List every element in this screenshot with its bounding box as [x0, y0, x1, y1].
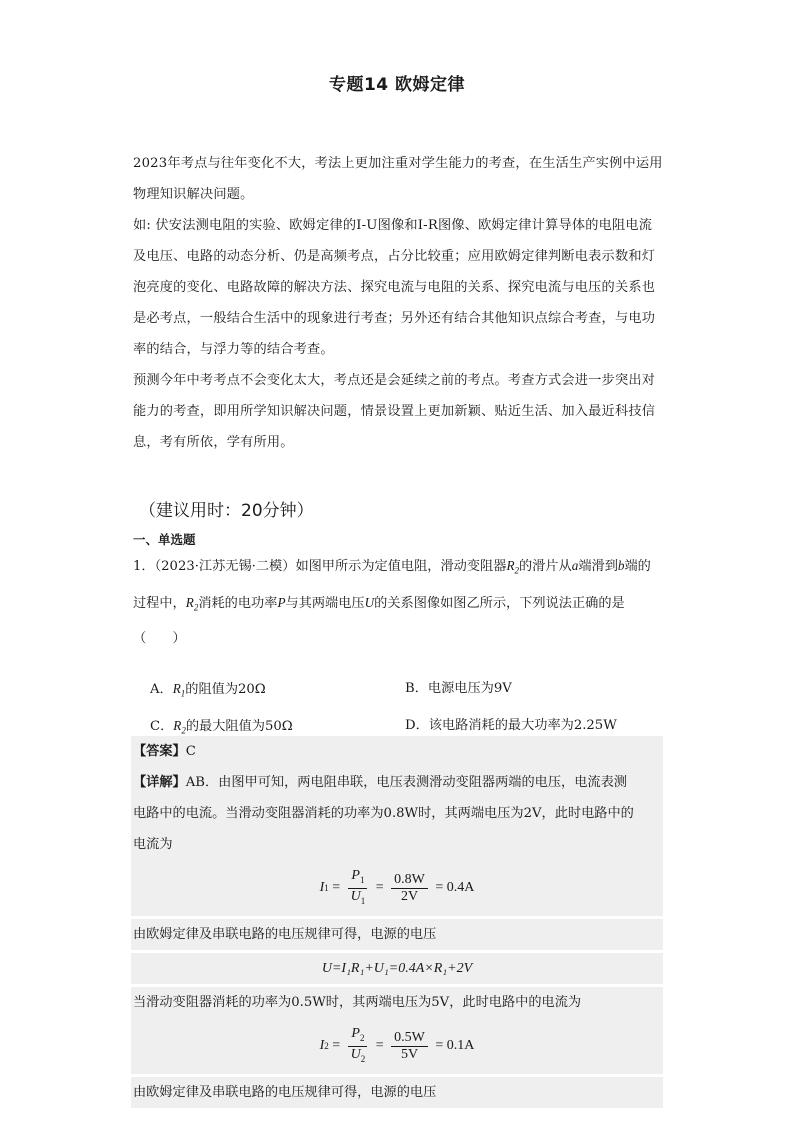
ohm-law-line-1: 由欧姆定律及串联电路的电压规律可得，电源的电压: [133, 927, 437, 942]
ohm-law-line-2: 由欧姆定律及串联电路的电压规律可得，电源的电压: [133, 1085, 437, 1100]
question-number: 1．: [133, 559, 155, 574]
question-text: 如图甲所示为定值电阻，滑动变阻器: [295, 559, 507, 574]
intro-paragraph-1: 2023年考点与往年变化不大，考法上更加注重对学生能力的考查，在生活生产实例中运用物理知识解决问题。: [133, 156, 663, 202]
option-a[interactable]: A．$R_1$的阻值为20Ω: [150, 681, 266, 699]
detail-line-3: 电流为: [133, 837, 173, 852]
option-d[interactable]: D．该电路消耗的最大功率为2.25W: [405, 717, 617, 733]
intro-paragraph-3: 预测今年中考考点不会变化太大，考点还是会延续之前的考点。考查方式会进一步突出对能力的考查，即用所学知识解决问题，情景设置上更加新颖、贴近生活、加入最近科技信息，考有所依，学有所用。: [133, 373, 656, 450]
detail-tag: 【详解】: [133, 775, 186, 790]
var-r2: $R_2$: [506, 558, 519, 576]
page-title: 专题14 欧姆定律: [328, 75, 466, 95]
answer-line: [131, 736, 663, 767]
formula-voltage-1: U=I₁R₁+U₁=0.4A×R₁+2V: [321, 961, 473, 976]
var-u: U: [364, 594, 375, 610]
var-b: b: [617, 558, 625, 573]
answer-tag: 【答案】: [133, 744, 186, 759]
formula-current-1: I 1 = $\frac{P_1}{U_1}$ = $\frac{0.8W}{2V}$ = 0.4A: [319, 867, 475, 906]
question-1: 1．（2023·江苏无锡·二模）如图甲所示为定值电阻，滑动变阻器$R_2$的滑片从a端滑到b端的过程中，$R_2$消耗的电功率P与其两端电压U的关系图像如图乙所示，下列说法正确的是（ ）: [133, 558, 651, 647]
solution-block: [131, 736, 663, 1108]
var-r2-b: $R_2$: [185, 594, 199, 613]
option-c[interactable]: C．$R_2$的最大阻值为50Ω: [150, 717, 293, 736]
var-p: P: [277, 594, 286, 610]
formula-current-2: I 2 = $\frac{P_2}{U_2}$ = $\frac{0.5W}{5V}$ = 0.1A: [319, 1025, 475, 1064]
option-b[interactable]: B．电源电压为9V: [405, 681, 512, 696]
detail-line-2: 电路中的电流。当滑动变阻器消耗的功率为0.8W时，其两端电压为2V，此时电路中的: [133, 806, 634, 821]
time-hint: （建议用时：20分钟）: [139, 501, 314, 521]
intro-paragraph-2: 如: 伏安法测电阻的实验、欧姆定律的I-U图像和I-R图像、欧姆定律计算导体的电阻电流及电压、电路的动态分析、仍是高频考点，占分比较重；应用欧姆定律判断电表示数和灯泡亮度的变化、电路故障的解决方法、探究电流与电阻的关系、探究电流与电压的关系也是必考点，一般结合生活中的现象进行考查；另外还有结合其他知识点综合考查，与电功率的结合，与浮力等的结合考查。: [133, 218, 656, 357]
power-line-2: 当滑动变阻器消耗的功率为0.5W时，其两端电压为5V，此时电路中的电流为: [133, 995, 582, 1010]
question-source: （2023·江苏无锡·二模）: [154, 559, 296, 574]
detail-line-1: 【详解】AB．由图甲可知，两电阻串联，电压表测滑动变阻器两端的电压，电流表测: [133, 775, 627, 790]
intro-section: [133, 148, 663, 458]
answer-value: C: [185, 744, 196, 759]
var-a: a: [571, 558, 579, 573]
section-heading: 一、单选题: [133, 532, 196, 547]
